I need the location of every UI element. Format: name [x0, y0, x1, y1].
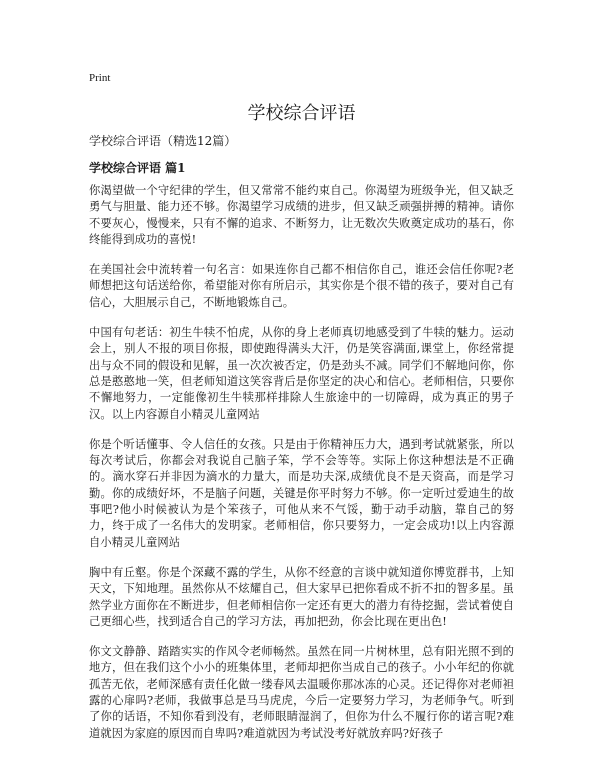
document-subtitle: 学校综合评语（精选12篇）	[89, 134, 237, 148]
article-body	[89, 183, 514, 756]
section-heading: 学校综合评语 篇1	[89, 161, 186, 175]
paragraph: 你文文静静、踏踏实实的作风令老师畅然。虽然在同一片树林里，总有阳光照不到的地方，但在我们这个小小的班集体里，老师却把你当成自己的孩子。小小年纪的你就孤苦无依，老师深感有责任化做一缕春风去温暖你那冰冻的心灵。还记得你对老师袒露的心扉吗?老师，我做事总是马马虎虎，今后一定要努力学习，为老师争气。听到了你的话语，不知你看到没有，老师眼睛湿润了，但你为什么不履行你的诺言呢?难道就因为家庭的原因而自卑吗?难道就因为考试没考好就放弃吗?好孩子	[89, 645, 514, 740]
paragraph: 在美国社会中流转着一句名言：如果连你自己都不相信你自己，谁还会信任你呢?老师想把这句话送给你，希望能对你有所启示，其实你是个很不错的孩子，要对自己有信心，大胆展示自己，不断地锻炼自己。	[89, 263, 514, 309]
paragraph: 中国有句老话：初生牛犊不怕虎，从你的身上老师真切地感受到了牛犊的魅力。运动会上，别人不报的项目你报，即使跑得满头大汗，仍是笑容满面,课堂上，你经常提出与众不同的假设和见解，虽一次次被否定，仍是劲头不减。同学们不解地问你，你总是憨憨地一笑，但老师知道这笑容背后是你坚定的决心和信心。老师相信，只要你不懈地努力，一定能像初生牛犊那样排除人生旅途中的一切障碍，成为真正的男子汉。以上内容源自小精灵儿童网站	[89, 326, 514, 421]
paragraph: 你渴望做一个守纪律的学生，但又常常不能约束自己。你渴望为班级争光，但又缺乏勇气与胆量、能力还不够。你渴望学习成绩的进步，但又缺乏顽强拼搏的精神。请你不要灰心，慢慢来，只有不懈的追求、不断努力，让无数次失败奠定成功的基石，你终能得到成功的喜悦!	[89, 184, 514, 246]
paragraph: 你是个听话懂事、令人信任的女孩。只是由于你精神压力大，遇到考试就紧张，所以每次考试后，你都会对我说自己脑子笨，学不会等等。实际上你这种想法是不正确的。滴水穿石并非因为滴水的力量大，而是功夫深,成绩优良不是天资高，而是学习勤。你的成绩好坏，不是脑子问题，关键是你平时努力不够。你一定听过爱迪生的故事吧?他小时候被认为是个笨孩子，可他从来不气馁，勤于动手动脑，靠自己的努力，终于成了一名伟大的发明家。老师相信，你只要努力，一定会成功!以上内容源自小精灵儿童网站	[89, 437, 514, 549]
paragraph: 胸中有丘壑。你是个深藏不露的学生，从你不经意的言谈中就知道你博览群书，上知天文，下知地理。虽然你从不炫耀自己，但大家早已把你看成不折不扣的智多星。虽然学业方面你在不断进步，但老师相信你一定还有更大的潜力有待挖掘，尝试着使自己更细心些，找到适合自己的学习方法，再加把劲，你会比现在更出色!	[89, 565, 514, 628]
print-link[interactable]: Print	[89, 72, 111, 84]
page-title: 学校综合评语	[247, 103, 356, 124]
